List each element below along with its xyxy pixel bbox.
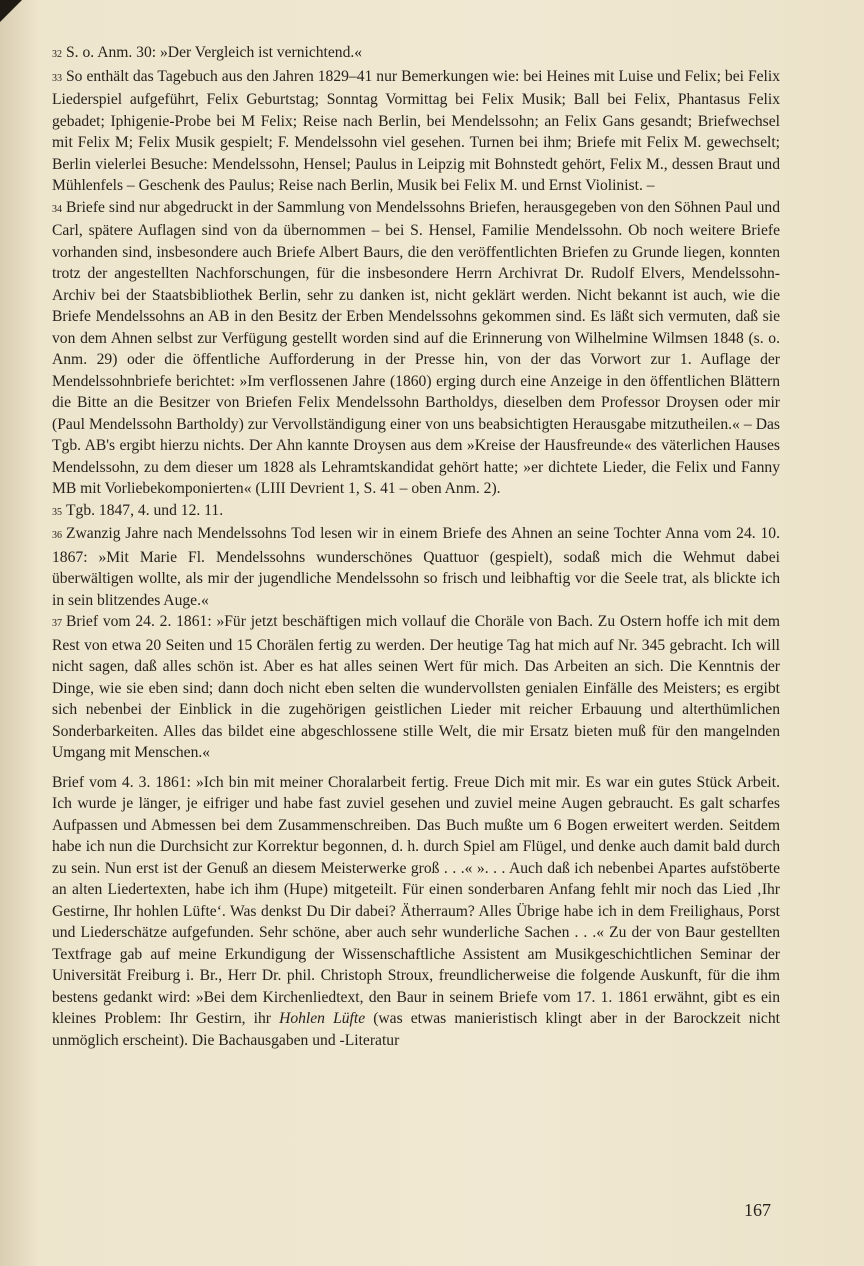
paragraph-text-end: (was etwas manieristisch klingt aber in der Barockzeit nicht unmöglich erscheint). Die Bachausgaben und -Literatur [52,1010,780,1049]
footnote-34 [52,197,780,500]
page-text [52,42,780,1051]
footnote-35 [52,500,780,524]
footnote-text: Zwanzig Jahre nach Mendelssohns Tod lesen wir in einem Briefe des Ahnen an seine Tochter Anna vom 24. 10. 1867: »Mit Marie Fl. Mendelssohns wunderschönes Quattuor (gespielt), sodaß mich die Wehmut dabei überwältigen wollte, als mir der jugendliche Mendelssohn so frisch und leibhaftig vor die Seele trat, als blickte ich in sein blitzendes Auge.« [52,525,780,609]
footnote-36 [52,523,780,611]
footnote-number: 34 [52,203,62,215]
footnote-number: 37 [52,618,62,629]
footnote-text: S. o. Anm. 30: »Der Vergleich ist vernichtend.« [66,44,363,61]
footnote-text: Tgb. 1847, 4. und 12. 11. [66,501,224,519]
footnote-33 [52,66,780,197]
paragraph-text: Brief vom 4. 3. 1861: »Ich bin mit meiner Choralarbeit fertig. Freue Dich mit mir. Es war ein gutes Stück Arbeit. Ich wurde je länger, je eifriger und habe fast zuviel gesehen und zuviel meine Augen gebraucht. Es galt scharfes Aufpassen und Abmessen bei dem Zusammenschreiben. Das Buch mußte um 6 Bogen erweitert werden. Seitdem habe ich nun die Durchsicht zur Korrektur begonnen, d. h. durch Spiel am Flügel, und denke auch damit bald durch zu sein. Nun erst ist der Genuß an diesem Meisterwerke groß . . .« ». . . Auch daß ich nebenbei Apartes aufstöberte an alten Liedertexten, habe ich ihm (Hupe) mitgeteilt. Für einen sonderbaren Anfang fehlt mir noch das Lied ‚Ihr Gestirne, Ihr hohlen Lüfte‘. Was denkst Du Dir dabei? Ätherraum? Alles Übrige habe ich in dem Freilighaus, Porst und Liederschätze aufgefunden. Sehr schöne, aber auch sehr wunderliche Sachen . . .« Zu der von Baur gestellten Textfrage gab auf meine Erkundigung der Wissenschaftliche Assistent am Musikgeschichtlichen Seminar der Universität Freiburg i. Br., Herr Dr. phil. Christoph Stroux, freundlicherweise die folgende Auskunft, für die ihm bestens gedankt wird: »Bei dem Kirchenliedtext, den Baur in seinem Briefe vom 17. 1. 1861 erwähnt, gibt es ein kleines Problem: Ihr Gestirn, ihr [52,773,780,1027]
footnote-32 [52,42,780,66]
page-number: 167 [744,1200,771,1220]
footnote-number: 32 [52,49,62,60]
scan-corner [0,0,22,22]
footnote-text: Brief vom 24. 2. 1861: »Für jetzt beschäftigen mich vollauf die Choräle von Bach. Zu Ostern hoffe ich mit dem Rest von etwa 20 Seiten und 15 Chorälen fertig zu werden. Der heutige Tag hat mich auf Nr. 345 gebracht. Ich will nicht sagen, daß alles schön ist. Aber es hat alles seinen Wert für mich. Das Arbeiten an sich. Die Kenntnis der Dinge, wie sie eben sind; dann doch nicht eben selten die wundervollsten genialen Einfälle des Meisters; es ergibt sich nebenbei der Einblick in die zugehörigen geistlichen Lieder mit reicher Erbauung und alterthümlichen Sonderbarkeiten. Alles das bildet eine abgeschlossene stille Welt, die mir Ersatz bieten muß für den mangelnden Umgang mit Menschen.« [52,613,780,761]
paragraph-gap [52,764,780,772]
footnote-number: 35 [52,506,62,518]
footnote-text: So enthält das Tagebuch aus den Jahren 1829–41 nur Bemerkungen wie: bei Heines mit Luise und Felix; bei Felix Liederspiel aufgeführt, Felix Geburtstag; Sonntag Vormittag bei Felix Musik; Ball bei Felix, Phantasus Felix gebadet; Iphigenie-Probe bei M Felix; Reise nach Berlin, bei Mendelssohn; an Felix Gans gesandt; Briefwechsel mit Felix M; Felix Musik gespielt; F. Mendelssohn viel gesehen. Turnen bei ihm; Briefe mit Felix M. gewechselt; Berlin vielerlei Besuche: Mendelssohn, Hensel; Paulus in Leipzig mit Bohnstedt gehört, Felix M., dessen Braut und Mühlenfels – Geschenk des Paulus; Reise nach Berlin, Musik bei Felix M. und Ernst Violinist. – [52,67,780,194]
footnote-number: 36 [52,530,62,541]
footnote-text: Briefe sind nur abgedruckt in der Sammlung von Mendelssohns Briefen, herausgegeben von den Söhnen Paul und Carl, spätere Auflagen sind von da übernommen – bei S. Hensel, Familie Mendelssohn. Ob noch weitere Briefe vorhanden sind, insbesondere auch Briefe Albert Baurs, die den veröffentlichten Briefen zu Grunde liegen, konnten trotz der angestellten Nachforschungen, für die insbesondere Herrn Archivrat Dr. Rudolf Elvers, Mendelssohn-Archiv bei der Staatsbibliothek Berlin, sehr zu danken ist, nicht geklärt werden. Nicht bekannt ist auch, wie die Briefe Mendelssohns an AB in den Besitz der Erben Mendelssohns gekommen sind. Es läßt sich vermuten, daß sie von dem Ahnen selbst zur Verfügung gestellt worden sind auf die Erinnerung von Wilhelmine Wilmsen 1848 (s. o. Anm. 29) oder die öffentliche Aufforderung in der Presse hin, von der das Vorwort zur 1. Auflage der Mendelssohnbriefe berichtet: »Im verflossenen Jahre (1860) erging durch eine Anzeige in den öffentlichen Blättern die Bitte an die Besitzer von Briefen Felix Mendelssohn Bartholdys, dieselben dem Professor Droysen oder mir (Paul Mendelssohn Bartholdy) zur Vervollständigung einer von uns beabsichtigten Herausgabe mitzutheilen.« – Das Tgb. AB's ergibt hierzu nichts. Der Ahn kannte Droysen aus dem »Kreise der Hausfreunde« des väterlichen Hauses Mendelssohn, zu dem dieser um 1828 als Lehramtskandidat gehört hatte; »er dichtete Lieder, die Felix und Fanny MB mit Vorliebekomponierten« (LIII Devrient 1, S. 41 – oben Anm. 2). [52,198,780,497]
italic-phrase: Hohlen Lüfte [279,1010,366,1027]
footnote-number: 33 [52,72,62,84]
footnote-37 [52,611,780,764]
letter-paragraph [52,772,780,1052]
